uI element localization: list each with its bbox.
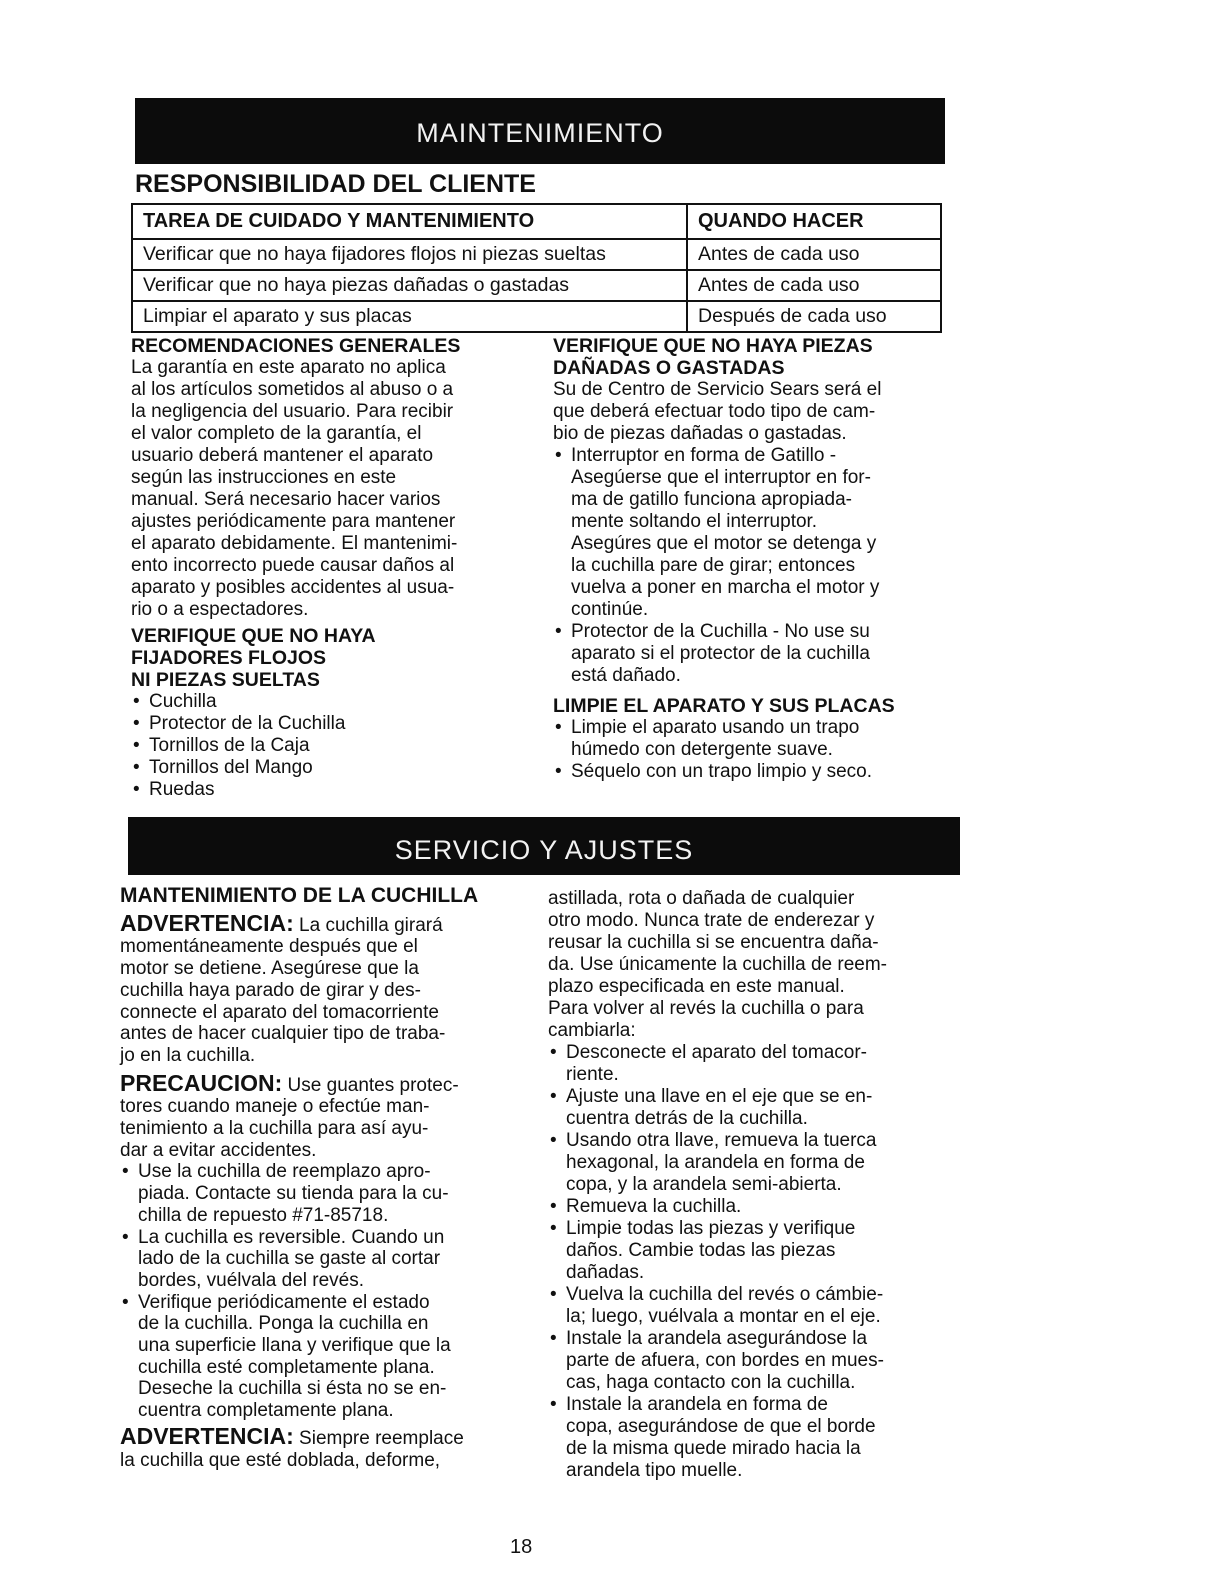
list-item	[553, 621, 948, 687]
table-cell: Después de cada uso	[687, 301, 941, 332]
section-title: MANTENIMIENTO DE LA CUCHILLA	[120, 884, 479, 907]
warning-block	[120, 909, 520, 1067]
table-header-row	[132, 204, 941, 239]
section-title	[553, 335, 948, 379]
text-line: copa, asegurándose de que el borde	[566, 1416, 876, 1437]
text-line: astillada, rota o dañada de cualquier	[548, 888, 855, 909]
text-line: • Use la cuchilla de reemplazo apro-	[138, 1161, 431, 1183]
text-line: vuelva a poner en marcha el motor y	[571, 577, 880, 598]
text-line: manual. Será necesario hacer varios	[131, 489, 441, 510]
table-row	[132, 301, 941, 332]
text-line: que deberá efectuar todo tipo de cam-	[553, 401, 876, 422]
text-line: • Instale la arandela en forma de	[566, 1394, 828, 1415]
text-line: piada. Contacte su tienda para la cu-	[138, 1183, 449, 1205]
maintenance-table	[131, 203, 942, 333]
text-line: riente.	[566, 1064, 619, 1085]
damaged-parts-list	[553, 445, 948, 687]
text-line: chilla de repuesto #71-85718.	[138, 1204, 389, 1226]
text-line: ma de gatillo funciona apropiada-	[571, 489, 852, 510]
text-line: mente soltando el interruptor.	[571, 511, 818, 532]
text-line: otro modo. Nunca trate de enderezar y	[548, 910, 875, 931]
text-line: Deseche la cuchilla si ésta no se en-	[138, 1378, 447, 1400]
text-line: • Desconecte el aparato del tomacor-	[566, 1042, 867, 1063]
text-line: ajustes periódicamente para mantener	[131, 511, 456, 532]
section-title: RECOMENDACIONES GENERALES	[131, 335, 461, 357]
warning-text: Siempre reemplace	[293, 1427, 464, 1449]
general-recommendations-column	[131, 335, 516, 801]
service-header: SERVICIO Y AJUSTES	[128, 817, 960, 875]
list-item	[120, 1161, 520, 1226]
blade-maintenance-column	[120, 885, 520, 1471]
table-row	[132, 270, 941, 301]
text-line: aparato y posibles accidentes al usua-	[131, 577, 455, 598]
text-line: Para volver al revés la cuchilla o para	[548, 998, 864, 1019]
section-title	[131, 625, 516, 691]
text-line: • Vuelva la cuchilla del revés o cámbie-	[566, 1284, 884, 1305]
warning-label: ADVERTENCIA:	[120, 909, 294, 936]
text-line: connecte el aparato del tomacorriente	[120, 1001, 439, 1023]
text-line: la cuchilla pare de girar; entonces	[571, 555, 856, 576]
cleaning-list	[553, 717, 948, 783]
text-line: • Protector de la Cuchilla - No use su	[571, 621, 870, 642]
reverse-steps-list	[548, 1042, 948, 1482]
text-line: • Usando otra llave, remueva la tuerca	[566, 1130, 877, 1151]
text-line: bio de piezas dañadas o gastadas.	[553, 423, 847, 444]
section-title: LIMPIE EL APARATO Y SUS PLACAS	[553, 695, 895, 717]
list-item	[553, 445, 948, 621]
text-line: Asegúres que el motor se detenga y	[571, 533, 877, 554]
page-number: 18	[510, 1536, 533, 1558]
text-line: DAÑADAS O GASTADAS	[553, 357, 785, 379]
text-line: la cuchilla que esté doblada, deforme,	[120, 1449, 441, 1471]
list-item	[548, 1284, 948, 1328]
table-cell: Antes de cada uso	[687, 239, 941, 270]
text-line: al los artículos sometidos al abuso o a	[131, 379, 454, 400]
text-line: cuchilla haya parado de girar y des-	[120, 979, 422, 1001]
list-item: • Tornillos de la Caja	[131, 735, 516, 757]
text-line: parte de afuera, con bordes en mues-	[566, 1350, 884, 1371]
list-item	[120, 1292, 520, 1422]
text-line: cambiarla:	[548, 1020, 636, 1041]
text-line: tenimiento a la cuchilla para así ayu-	[120, 1118, 429, 1140]
text-line: la; luego, vuélvala a montar en el eje.	[566, 1306, 881, 1327]
text-line: bordes, vuélvala del revés.	[138, 1269, 365, 1291]
text-line: da. Use únicamente la cuchilla de reem-	[548, 954, 888, 975]
table-cell: Verificar que no haya piezas dañadas o gastadas	[132, 270, 687, 301]
maintenance-header: MAINTENIMIENTO	[135, 98, 945, 164]
text-line: lado de la cuchilla se gaste al cortar	[138, 1248, 441, 1270]
warning-block	[120, 1422, 520, 1471]
text-line: cuentra detrás de la cuchilla.	[566, 1108, 808, 1129]
text-line: una superficie llana y verifique que la	[138, 1335, 451, 1357]
text-line: usuario deberá mantener el aparato	[131, 445, 434, 466]
table-cell: Verificar que no haya fijadores flojos ni piezas sueltas	[132, 239, 687, 270]
list-item	[548, 1196, 948, 1218]
text-line: dar a evitar accidentes.	[120, 1139, 317, 1161]
list-item: • Protector de la Cuchilla	[131, 713, 516, 735]
blade-reverse-column	[548, 888, 948, 1482]
list-item	[548, 1394, 948, 1482]
text-line: FIJADORES FLOJOS	[131, 647, 327, 669]
table-row	[132, 239, 941, 270]
caution-text: Use guantes protec-	[282, 1074, 459, 1096]
list-item	[548, 1218, 948, 1284]
caution-block	[120, 1069, 520, 1162]
recommendations-text	[131, 357, 516, 621]
loose-parts-list	[131, 691, 516, 801]
text-line: • Limpie el aparato usando un trapo	[571, 717, 860, 738]
text-line: VERIFIQUE QUE NO HAYA	[131, 625, 376, 647]
list-item	[548, 1086, 948, 1130]
text-line: momentáneamente después que el	[120, 936, 418, 958]
text-line: reusar la cuchilla si se encuentra daña-	[548, 932, 879, 953]
responsibility-title: RESPONSIBILIDAD DEL CLIENTE	[135, 170, 536, 198]
text-line: Asegúerse que el interruptor en for-	[571, 467, 871, 488]
text-line: tores cuando maneje o efectúe man-	[120, 1096, 430, 1118]
text-line: daños. Cambie todas las piezas	[566, 1240, 836, 1261]
text-line: • Ajuste una llave en el eje que se en-	[566, 1086, 873, 1107]
blade-list	[120, 1161, 520, 1421]
text-line: antes de hacer cualquier tipo de traba-	[120, 1023, 446, 1045]
list-item	[553, 761, 948, 783]
text-line: continúe.	[571, 599, 649, 620]
text-line: • Verifique periódicamente el estado	[138, 1291, 430, 1313]
text-line: cuchilla esté completamente plana.	[138, 1356, 435, 1378]
list-item	[548, 1042, 948, 1086]
text-line: La garantía en este aparato no aplica	[131, 357, 446, 378]
text-line: arandela tipo muelle.	[566, 1460, 743, 1481]
list-item	[548, 1328, 948, 1394]
text-line: rio o a espectadores.	[131, 599, 309, 620]
text-line: cas, haga contacto con la cuchilla.	[566, 1372, 856, 1393]
text-line: motor se detiene. Asegúrese que la	[120, 958, 419, 980]
text-line: de la cuchilla. Ponga la cuchilla en	[138, 1313, 429, 1335]
text-line: según las instrucciones en este	[131, 467, 397, 488]
table-cell: Limpiar el aparato y sus placas	[132, 301, 687, 332]
damaged-parts-column	[553, 335, 948, 783]
text-line: aparato si el protector de la cuchilla	[571, 643, 870, 664]
warning-label: ADVERTENCIA:	[120, 1422, 294, 1449]
text-line: • Limpie todas las piezas y verifique	[566, 1218, 856, 1239]
caution-label: PRECAUCION:	[120, 1069, 283, 1096]
text-line: plazo especificada en este manual.	[548, 976, 845, 997]
text-line: está dañado.	[571, 665, 681, 686]
text-line: húmedo con detergente suave.	[571, 739, 833, 760]
warning-text: La cuchilla girará	[293, 914, 443, 936]
list-item: • Tornillos del Mango	[131, 757, 516, 779]
damaged-parts-text	[553, 379, 948, 445]
text-line: el valor completo de la garantía, el	[131, 423, 422, 444]
text-line: Su de Centro de Servicio Sears será el	[553, 379, 882, 400]
list-item	[548, 1130, 948, 1196]
text-line: cuentra completamente plana.	[138, 1400, 394, 1422]
text-line: el aparato debidamente. El mantenimi-	[131, 533, 458, 554]
list-item: • Cuchilla	[131, 691, 516, 713]
text-line: • Séquelo con un trapo limpio y seco.	[571, 761, 873, 782]
table-header-when: QUANDO HACER	[687, 204, 941, 239]
text-line: la negligencia del usuario. Para recibir	[131, 401, 454, 422]
text-line: • La cuchilla es reversible. Cuando un	[138, 1226, 445, 1248]
text-line: ento incorrecto puede causar daños al	[131, 555, 455, 576]
reverse-text	[548, 888, 948, 1042]
list-item: • Ruedas	[131, 779, 516, 801]
text-line: dañadas.	[566, 1262, 645, 1283]
text-line: jo en la cuchilla.	[120, 1044, 256, 1066]
list-item	[120, 1227, 520, 1292]
table-header-task: TAREA DE CUIDADO Y MANTENIMIENTO	[132, 204, 687, 239]
list-item	[553, 717, 948, 761]
text-line: hexagonal, la arandela en forma de	[566, 1152, 865, 1173]
text-line: VERIFIQUE QUE NO HAYA PIEZAS	[553, 335, 873, 357]
table-cell: Antes de cada uso	[687, 270, 941, 301]
text-line: • Remueva la cuchilla.	[566, 1196, 742, 1217]
text-line: copa, y la arandela semi-abierta.	[566, 1174, 842, 1195]
text-line: • Interruptor en forma de Gatillo -	[571, 445, 837, 466]
text-line: NI PIEZAS SUELTAS	[131, 669, 320, 691]
text-line: de la misma quede mirado hacia la	[566, 1438, 861, 1459]
text-line: • Instale la arandela asegurándose la	[566, 1328, 868, 1349]
